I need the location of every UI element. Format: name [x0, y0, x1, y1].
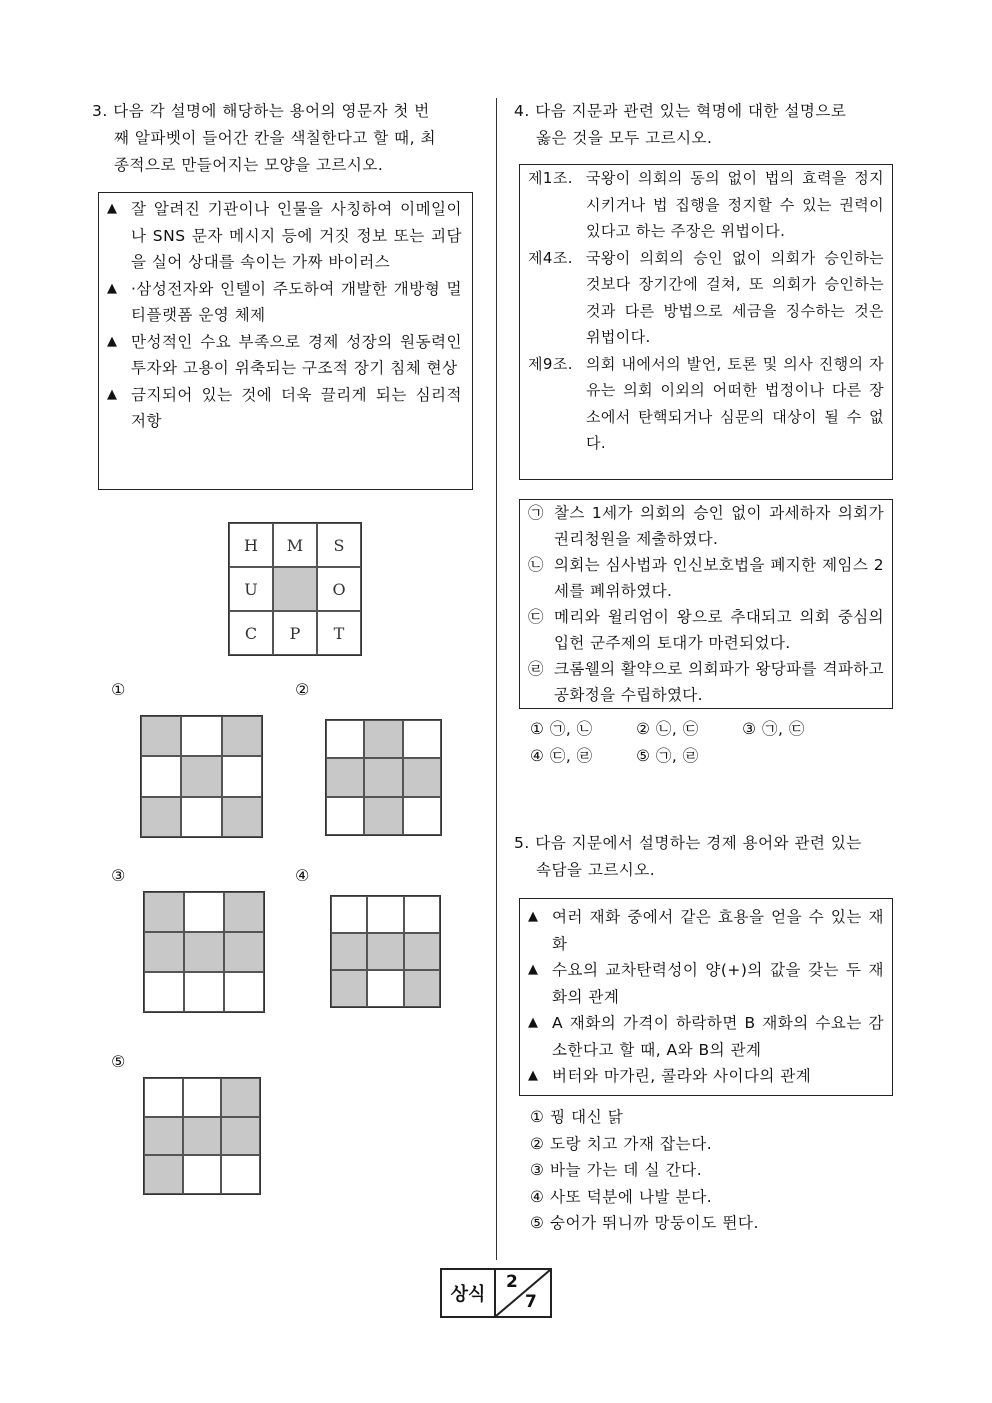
option-cell-shaded — [222, 716, 262, 756]
option-cell-shaded — [404, 970, 440, 1007]
grid-cell: H — [229, 523, 273, 567]
option-cell-shaded — [141, 716, 181, 756]
q4-statement-text: 의회는 심사법과 인신보호법을 폐지한 제임스 2세를 폐위하였다. — [554, 556, 884, 600]
q5-description-text: A 재화의 가격이 하락하면 B 재화의 수요는 감소한다고 할 때, A와 B의 관계 — [552, 1014, 884, 1059]
option-cell-shaded — [141, 797, 181, 837]
q3-title-line2: 째 알파벳이 들어간 칸을 색칠한다고 할 때, 최 — [114, 129, 436, 147]
bullet-triangle-icon: ▲ — [528, 962, 539, 977]
q3-description-item — [107, 382, 462, 435]
q3-title-line3: 종적으로 만들어지는 모양을 고르시오. — [114, 156, 384, 174]
grid-cell: S — [317, 523, 361, 567]
q5-option[interactable]: ⑤ 숭어가 뛰니까 망둥이도 뛴다. — [530, 1214, 760, 1232]
option-cell-shaded — [364, 797, 402, 835]
q4-article-label: 제4조. — [528, 248, 573, 267]
q5-description-box — [519, 898, 893, 1096]
q3-description-text: 금지되어 있는 것에 더욱 끌리게 되는 심리적 저항 — [131, 385, 462, 430]
footer-page-number: 2 — [506, 1272, 518, 1292]
option-cell-shaded — [326, 758, 364, 796]
q3-option-4-label[interactable]: ④ — [295, 866, 310, 885]
q4-article-label: 제1조. — [528, 169, 573, 187]
option-cell — [183, 1155, 222, 1194]
bullet-triangle-icon: ▲ — [528, 1068, 539, 1083]
q5-description-item — [528, 904, 884, 957]
option-cell — [181, 716, 221, 756]
bullet-triangle-icon: ▲ — [107, 386, 118, 402]
option-cell-shaded — [364, 720, 402, 758]
option-cell-shaded — [364, 758, 402, 796]
q4-statement — [528, 552, 884, 604]
option-cell-shaded — [184, 932, 224, 972]
option-cell — [181, 797, 221, 837]
q4-article — [528, 245, 884, 351]
option-cell — [144, 1078, 183, 1117]
q5-title-line2: 속담을 고르시오. — [536, 861, 656, 879]
option-cell — [184, 892, 224, 932]
option-cell-shaded — [224, 932, 264, 972]
q3-title-line1: 3. 다음 각 설명에 해당하는 용어의 영문자 첫 번 — [92, 102, 430, 120]
option-cell-shaded — [222, 797, 262, 837]
q3-description-item — [107, 196, 462, 276]
q5-description-item — [528, 1010, 884, 1063]
q3-option-2-grid[interactable] — [325, 719, 442, 836]
q3-option-5-label[interactable]: ⑤ — [111, 1052, 126, 1071]
option-cell — [331, 896, 367, 933]
q4-title-line2: 옳은 것을 모두 고르시오. — [536, 129, 713, 147]
q4-statement-mark: ㉣ — [528, 660, 544, 678]
option-cell-shaded — [404, 933, 440, 970]
q4-answers-row-1[interactable]: ① ㉠, ㉡ ② ㉡, ㉢ ③ ㉠, ㉢ — [530, 720, 805, 738]
q3-option-4-grid[interactable] — [330, 895, 441, 1008]
q5-description-text: 수요의 교차탄력성이 양(+)의 값을 갖는 두 재화의 관계 — [552, 961, 884, 1006]
bullet-triangle-icon: ▲ — [107, 201, 118, 216]
q4-title — [514, 98, 904, 152]
option-cell — [404, 896, 440, 933]
bullet-triangle-icon: ▲ — [528, 1015, 539, 1030]
option-cell — [221, 1155, 260, 1194]
q5-options — [530, 1104, 759, 1237]
q4-statement — [528, 604, 884, 656]
bullet-triangle-icon: ▲ — [528, 909, 539, 924]
option-cell-shaded — [144, 1155, 183, 1194]
grid-cell: O — [317, 567, 361, 611]
q4-article-text: 국왕이 의회의 동의 없이 법의 효력을 정지시키거나 법 집행을 정지할 수 있는 권력이 있다고 하는 주장은 위법이다. — [586, 169, 884, 240]
q4-answers-row-2[interactable]: ④ ㉢, ㉣ ⑤ ㉠, ㉣ — [530, 747, 699, 765]
option-cell-shaded — [331, 970, 367, 1007]
grid-cell: C — [229, 611, 273, 655]
option-cell-shaded — [224, 892, 264, 932]
q3-option-5-grid[interactable] — [143, 1077, 261, 1195]
q4-article-label: 제9조. — [528, 354, 573, 373]
q5-option[interactable]: ① 꿩 대신 닭 — [530, 1108, 624, 1126]
q3-option-1-grid[interactable] — [140, 715, 263, 838]
option-cell-shaded — [144, 932, 184, 972]
q3-description-item — [107, 276, 462, 329]
footer-slash-icon — [496, 1270, 550, 1316]
q3-description-box — [98, 192, 473, 490]
q3-letter-grid — [228, 522, 362, 656]
q4-statements-box — [519, 499, 893, 709]
q5-description-text: 여러 재화 중에서 같은 효용을 얻을 수 있는 재화 — [552, 908, 884, 953]
footer-page-total: 7 — [525, 1292, 537, 1312]
option-cell-shaded — [183, 1117, 222, 1156]
q4-article-text: 의회 내에서의 발언, 토론 및 의사 진행의 자유는 의회 이외의 어떠한 법정이나 다른 장소에서 탄핵되거나 심문의 대상이 될 수 없다. — [586, 354, 884, 452]
page-footer — [440, 1268, 552, 1318]
q3-option-3-label[interactable]: ③ — [111, 866, 126, 885]
grid-cell: P — [273, 611, 317, 655]
q4-statement-text: 찰스 1세가 의회의 승인 없이 과세하자 의회가 권리청원을 제출하였다. — [554, 504, 884, 548]
bullet-triangle-icon: ▲ — [107, 333, 118, 349]
option-cell-shaded — [221, 1117, 260, 1156]
q5-description-item — [528, 957, 884, 1010]
q4-article — [528, 351, 884, 457]
q5-title-line1: 5. 다음 지문에서 설명하는 경제 용어와 관련 있는 — [514, 834, 862, 852]
q4-title-line1: 4. 다음 지문과 관련 있는 혁명에 대한 설명으로 — [514, 102, 847, 120]
q5-option[interactable]: ④ 사또 덕분에 나발 분다. — [530, 1187, 713, 1206]
grid-cell-shaded — [273, 567, 317, 611]
q3-description-item — [107, 329, 462, 382]
q4-statement-text: 크롬웰의 활약으로 의회파가 왕당파를 격파하고 공화정을 수립하였다. — [554, 660, 884, 704]
footer-subject: 상식 — [442, 1270, 496, 1316]
q4-statement-text: 메리와 윌리엄이 왕으로 추대되고 의회 중심의 입헌 군주제의 토대가 마련되었다. — [554, 608, 884, 652]
q3-description-text: 만성적인 수요 부족으로 경제 성장의 원동력인 투자와 고용이 위축되는 구조적 장기 침체 현상 — [131, 332, 462, 377]
option-cell-shaded — [331, 933, 367, 970]
option-cell — [184, 972, 224, 1012]
q4-statement — [528, 656, 884, 708]
grid-cell: U — [229, 567, 273, 611]
column-divider — [496, 98, 497, 1260]
option-cell-shaded — [144, 1117, 183, 1156]
option-cell — [222, 756, 262, 796]
option-cell-shaded — [221, 1078, 260, 1117]
q4-statement-mark: ㉠ — [528, 504, 544, 522]
q4-article-text: 국왕이 의회의 승인 없이 의회가 승인하는 것보다 장기간에 걸쳐, 또 의회가 승인하는 것과 다른 방법으로 세금을 징수하는 것은 위법이다. — [586, 248, 884, 346]
option-cell — [141, 756, 181, 796]
bullet-triangle-icon: ▲ — [107, 280, 118, 296]
q4-statement — [528, 500, 884, 552]
q5-description-text: 버터와 마가린, 콜라와 사이다의 관계 — [552, 1067, 812, 1085]
q3-option-1-label[interactable]: ① — [111, 680, 126, 699]
q4-statement-mark: ㉡ — [528, 556, 544, 574]
q3-option-3-grid[interactable] — [143, 891, 265, 1013]
option-cell-shaded — [403, 758, 441, 796]
option-cell-shaded — [144, 892, 184, 932]
q3-option-2-label[interactable]: ② — [295, 680, 310, 699]
option-cell — [224, 972, 264, 1012]
q4-passage-box — [519, 164, 893, 480]
option-cell-shaded — [367, 933, 403, 970]
q5-title — [514, 830, 904, 884]
option-cell-shaded — [181, 756, 221, 796]
option-cell — [367, 896, 403, 933]
option-cell — [326, 797, 364, 835]
grid-cell: T — [317, 611, 361, 655]
q3-title — [92, 98, 482, 179]
q4-statement-mark: ㉢ — [528, 608, 544, 626]
grid-cell: M — [273, 523, 317, 567]
option-cell — [183, 1078, 222, 1117]
option-cell — [403, 720, 441, 758]
q3-description-text: ·삼성전자와 인텔이 주도하여 개발한 개방형 멀티플랫폼 운영 체제 — [131, 279, 462, 324]
option-cell — [367, 970, 403, 1007]
q5-option[interactable]: ② 도랑 치고 가재 잡는다. — [530, 1134, 713, 1153]
option-cell — [144, 972, 184, 1012]
q4-article — [528, 165, 884, 245]
q3-description-text: 잘 알려진 기관이나 인물을 사칭하여 이메일이나 SNS 문자 메시지 등에 거짓 정보 또는 괴담을 실어 상대를 속이는 가짜 바이러스 — [131, 200, 462, 271]
q5-description-item — [528, 1063, 884, 1090]
option-cell — [326, 720, 364, 758]
option-cell — [403, 797, 441, 835]
q5-option[interactable]: ③ 바늘 가는 데 실 간다. — [530, 1161, 703, 1179]
